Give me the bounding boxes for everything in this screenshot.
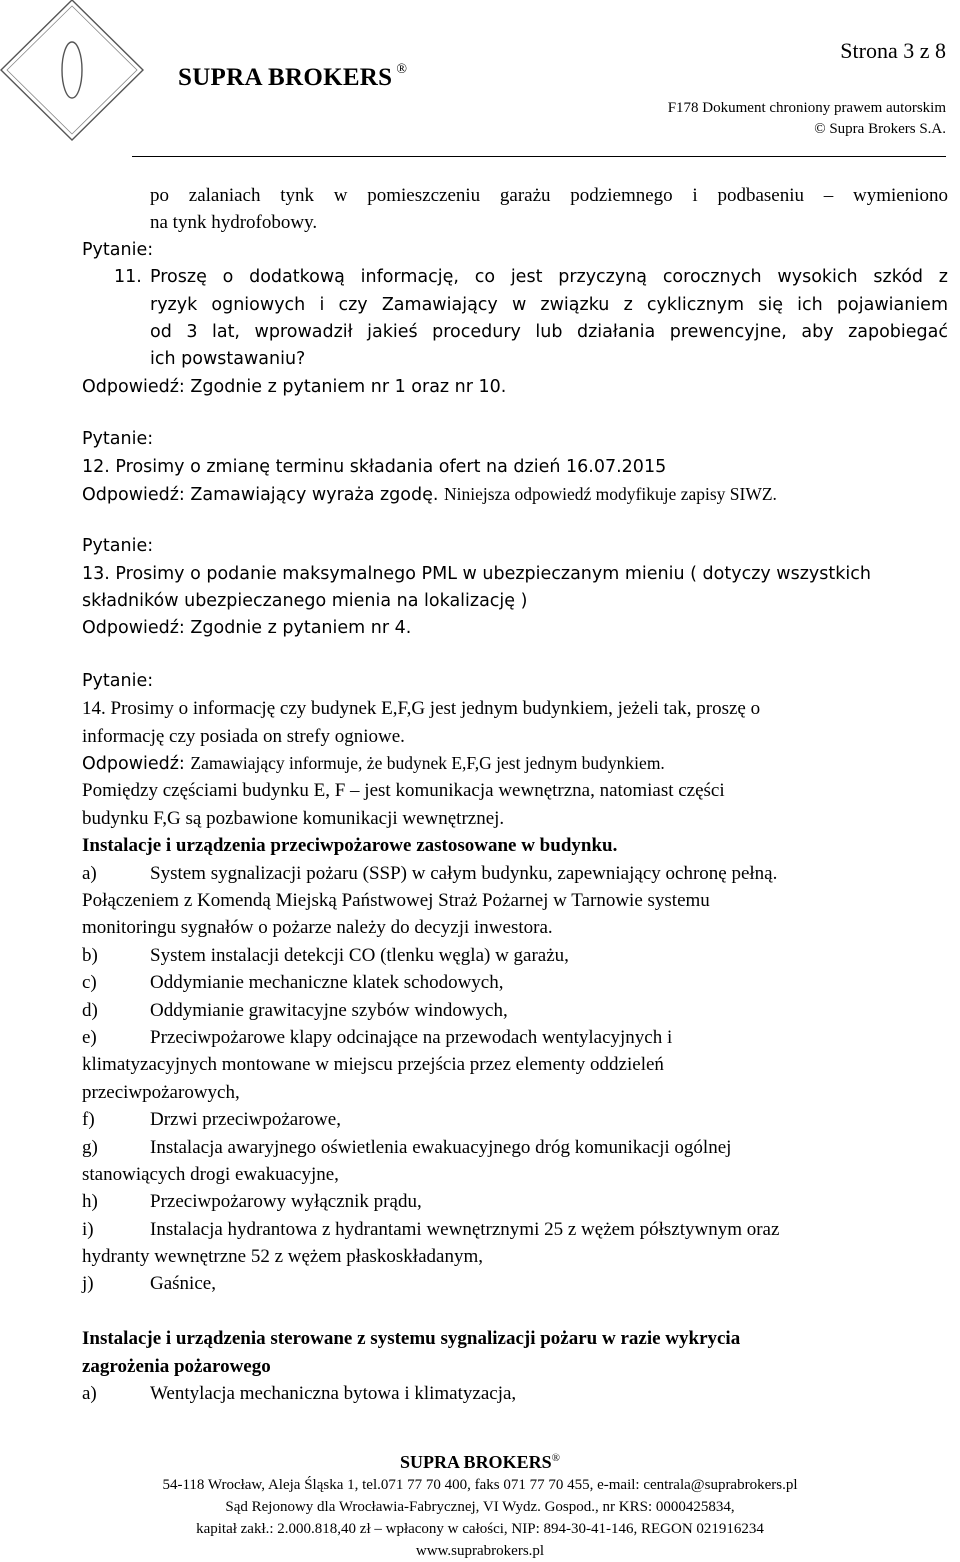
list-item: h) Przeciwpożarowy wyłącznik prądu,: [82, 1191, 422, 1213]
header-divider: [132, 156, 946, 157]
section-heading: Instalacje i urządzenia sterowane z systemu sygnalizacji pożaru w razie wykrycia: [82, 1328, 741, 1350]
list-item: a) System sygnalizacji pożaru (SSP) w całym budynku, zapewniający ochronę pełną.: [82, 862, 778, 884]
answer-label: Odpowiedź:: [82, 484, 185, 505]
footer-address: 54-118 Wrocław, Aleja Śląska 1, tel.071 77 70 400, faks 071 77 70 455, e-mail: centrala@suprabrokers.pl: [162, 1477, 798, 1493]
spacer: [82, 1298, 948, 1325]
answer-11: Odpowiedź: Zgodnie z pytaniem nr 1 oraz nr 10.: [82, 376, 507, 397]
list-item: e) Przeciwpożarowe klapy odcinające na przewodach wentylacyjnych i: [82, 1026, 673, 1048]
header-brand: SUPRA BROKERS ®: [178, 62, 408, 91]
question-11-line: ryzyk ogniowych i czy Zamawiający w związku z cyklicznym się ich pojawianiem: [150, 294, 948, 315]
list-item: d) Oddymianie grawitacyjne szybów windowych,: [82, 999, 508, 1021]
question-label: Pytanie:: [82, 239, 154, 260]
question-13: 13. Prosimy o podanie maksymalnego PML w ubezpieczanym mieniu ( dotyczy wszystkich: [82, 563, 871, 584]
list-item-continuation: klimatyzacyjnych montowane w miejscu przejścia przez elementy oddzieleń: [82, 1054, 664, 1076]
list-item: b) System instalacji detekcji CO (tlenku węgla) w garażu,: [82, 944, 569, 966]
list-item-continuation: monitoringu sygnałów o pożarze należy do decyzji inwestora.: [82, 917, 553, 939]
section-heading-line: zagrożenia pożarowego: [82, 1355, 271, 1377]
spacer: [82, 401, 948, 426]
question-14-line: informację czy posiada on strefy ogniowe.: [82, 725, 405, 747]
question-14: 14. Prosimy o informację czy budynek E,F,G jest jednym budynkiem, jeżeli tak, proszę o: [82, 698, 761, 720]
question-11-line: ich powstawaniu?: [150, 349, 306, 370]
answer-label: Odpowiedź:: [82, 376, 185, 397]
list-item: f) Drzwi przeciwpożarowe,: [82, 1109, 341, 1131]
list-item-continuation: przeciwpożarowych,: [82, 1081, 240, 1103]
list-item: i) Instalacja hydrantowa z hydrantami wewnętrznymi 25 z wężem półsztywnym oraz: [82, 1218, 780, 1240]
list-item: g) Instalacja awaryjnego oświetlenia ewakuacyjnego dróg komunikacji ogólnej: [82, 1136, 732, 1158]
copyright: © Supra Brokers S.A.: [814, 121, 946, 137]
list-item-continuation: stanowiących drogi ewakuacyjne,: [82, 1163, 339, 1185]
footer-court: Sąd Rejonowy dla Wrocławia-Fabrycznej, VI Wydz. Gospod., nr KRS: 0000425834,: [225, 1499, 735, 1515]
answer-label: Odpowiedź:: [82, 618, 185, 639]
list-item-continuation: Połączeniem z Komendą Miejską Państwowej Straż Pożarnej w Tarnowie systemu: [82, 889, 710, 911]
question-13-line: składników ubezpieczanego mienia na lokalizację ): [82, 591, 528, 612]
footer-brand: SUPRA BROKERS®: [400, 1452, 560, 1472]
spacer: [82, 508, 948, 533]
question-label: Pytanie:: [82, 670, 154, 691]
answer-13: Odpowiedź: Zgodnie z pytaniem nr 4.: [82, 618, 412, 639]
question-label: Pytanie:: [82, 429, 154, 450]
list-item: a) Wentylacja mechaniczna bytowa i klimatyzacja,: [82, 1383, 517, 1405]
text-line: budynku F,G są pozbawione komunikacji wewnętrznej.: [82, 807, 505, 829]
document-body: [82, 182, 948, 1407]
question-12: 12. Prosimy o zmianę terminu składania ofert na dzień 16.07.2015: [82, 456, 667, 477]
answer-14: Odpowiedź: Zamawiający informuje, że budynek E,F,G jest jednym budynkiem.: [82, 753, 665, 775]
page-number: Strona 3 z 8: [840, 38, 946, 63]
text-line: Pomiędzy częściami budynku E, F – jest komunikacja wewnętrzna, natomiast części: [82, 780, 725, 802]
list-item: j) Gaśnice,: [82, 1273, 216, 1295]
footer-capital: kapitał zakł.: 2.000.818,40 zł – wpłacony w całości, NIP: 894-30-41-146, REGON 021916234: [196, 1521, 764, 1537]
header-doc-notice: [668, 98, 946, 140]
question-number: 11.: [114, 267, 142, 288]
section-heading: Instalacje i urządzenia przeciwpożarowe zastosowane w budynku.: [82, 835, 618, 857]
question-11: 11. Proszę o dodatkową informację, co jest przyczyną corocznych wysokich szkód z: [82, 264, 948, 291]
answer-12: Odpowiedź: Zamawiający wyraża zgodę. Niniejsza odpowiedź modyfikuje zapisy SIWZ.: [82, 483, 777, 505]
page-footer: [0, 1446, 960, 1562]
text-line: na tynk hydrofobowy.: [150, 212, 318, 234]
answer-label: Odpowiedź:: [82, 754, 185, 775]
list-item-continuation: hydranty wewnętrzne 52 z wężem płaskoskładanym,: [82, 1246, 483, 1268]
spacer: [82, 643, 948, 668]
doc-notice: F178 Dokument chroniony prawem autorskim: [667, 100, 946, 116]
supra-brokers-logo-icon: [0, 0, 180, 165]
question-label: Pytanie:: [82, 536, 154, 557]
footer-website[interactable]: www.suprabrokers.pl: [415, 1543, 545, 1559]
question-11-line: od 3 lat, wprowadził jakieś procedury lub działania prewencyjne, aby zapobiegać: [150, 321, 948, 342]
list-item: c) Oddymianie mechaniczne klatek schodowych,: [82, 972, 504, 994]
text-line: po zalaniach tynk w pomieszczeniu garażu podziemnego i podbaseniu – wymieniono: [150, 185, 948, 206]
